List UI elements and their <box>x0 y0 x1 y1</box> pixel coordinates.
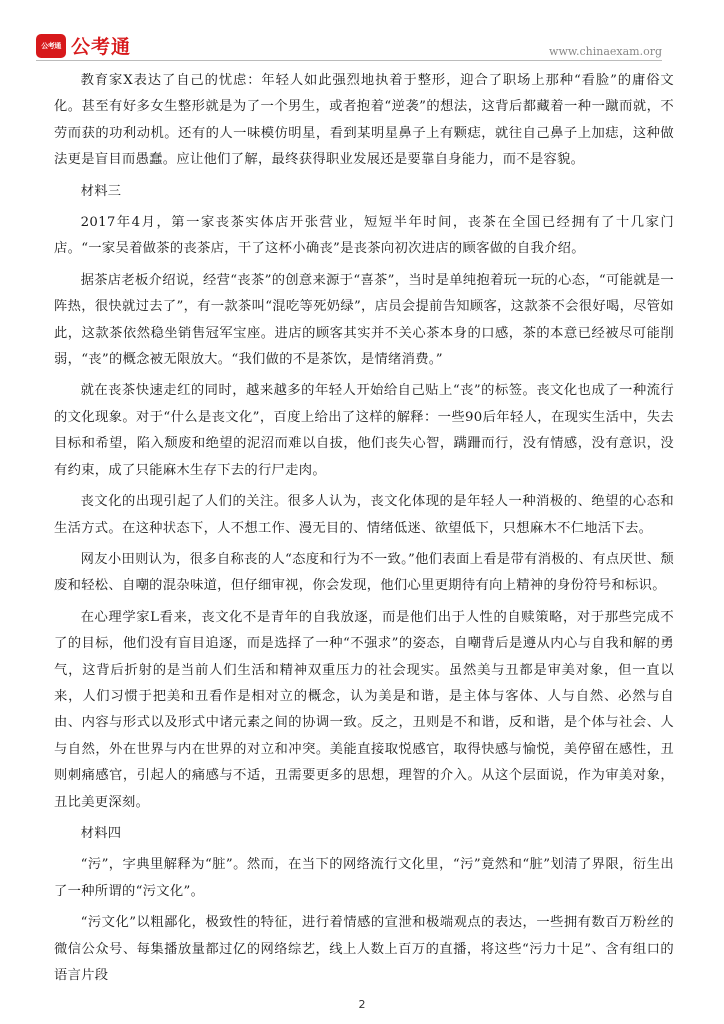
paragraph: 在心理学家L看来，丧文化不是青年的自我放逐，而是他们出于人性的自赎策略，对于那些完成不了的目标，他们没有盲目追逐，而是选择了一种“不强求”的姿态，自嘲背后是遵从内心与自我和解的勇气，这背后折射的是当前人们生活和精神双重压力的社会现实。虽然美与丑都是审美对象，但一直以来，人们习惯于把美和丑看作是相对立的概念，认为美是和谐，是主体与客体、人与自然、必然与自由、内容与形式以及形式中诸元素之间的协调一致。反之，丑则是不和谐，反和谐，是个体与社会、人与自然，外在世界与内在世界的对立和冲突。美能直接取悦感官，取得快感与愉悦，美停留在感性，丑则刺痛感官，引起人的痛感与不适，丑需要更多的思想，理智的介入。从这个层面说，作为审美对象，丑比美更深刻。 <box>54 609 674 810</box>
paragraph: “污”，字典里解释为“脏”。然而，在当下的网络流行文化里，“污”竟然和“脏”划清了界限，衍生出了一种所谓的“污文化”。 <box>54 857 674 899</box>
paragraph: 网友小田则认为，很多自称丧的人“态度和行为不一致。”他们表面上看是带有消极的、有点厌世、颓废和轻松、自嘲的混杂味道，但仔细审视，你会发现，他们心里更期待有向上精神的身份符号和标识。 <box>54 551 674 594</box>
paragraph: 2017年4月，第一家丧茶实体店开张营业，短短半年时间，丧茶在全国已经拥有了十几家门店。“一家吴着做茶的丧茶店，干了这杯小确丧”是丧茶向初次进店的顾客做的自我介绍。 <box>54 215 674 257</box>
paragraph: 丧文化的出现引起了人们的关注。很多人认为，丧文化体现的是年轻人一种消极的、绝望的心态和生活方式。在这种状态下，人不想工作、漫无目的、情绪低迷、欲望低下，只想麻木不仁地活下去。 <box>54 494 674 536</box>
paragraph: 就在丧茶快速走红的同时，越来越多的年轻人开始给自己贴上“丧”的标签。丧文化也成了一种流行的文化现象。对于“什么是丧文化”，百度上给出了这样的解释：一些90后年轻人，在现实生活中，失去目标和希望，陷入颓废和绝望的泥沼而难以自拔，他们丧失心智，蹒跚而行，没有情感，没有意识，没有约束，成了只能麻木生存下去的行尸走肉。 <box>54 383 674 478</box>
page-number: 2 <box>358 998 366 1011</box>
paragraph: 据茶店老板介绍说，经营“丧茶”的创意来源于“喜茶”，当时是单纯抱着玩一玩的心态，“可能就是一阵热，很快就过去了”，有一款茶叫“混吃等死奶绿”，店员会提前告知顾客，这款茶不会很好喝，尽管如此，这款茶依然稳坐销售冠军宝座。进店的顾客其实并不关心茶本身的口感，茶的本意已经被尽可能削弱，“丧”的概念被无限放大。“我们做的不是茶饮，是情绪消费。” <box>54 272 674 368</box>
brand-logo[interactable] <box>36 32 131 59</box>
page-header <box>0 0 724 64</box>
document-body <box>54 68 674 989</box>
section-heading-material-3: 材料三 <box>80 183 122 199</box>
logo-badge-icon: 公考通 <box>36 34 66 58</box>
header-divider <box>36 60 662 61</box>
paragraph: 教育家X表达了自己的忧虑：年轻人如此强烈地执着于整形，迎合了职场上那种“看脸”的庸俗文化。甚至有好多女生整形就是为了一个男生，或者抱着“逆袭”的想法，这背后都藏着一种一蹴而就，不劳而获的功利动机。还有的人一味模仿明星，看到某明星鼻子上有颗痣，就往自己鼻子上加痣，这种做法更是盲目而愚蠢。应让他们了解，最终获得职业发展还是要靠自身能力，而不是容貌。 <box>54 73 674 168</box>
site-url[interactable]: www.chinaexam.org <box>549 45 662 58</box>
paragraph: “污文化”以粗鄙化，极致性的特征，进行着情感的宣泄和极端观点的表达，一些拥有数百万粉丝的微信公众号、每集播放量都过亿的网络综艺，线上人数上百万的直播，将这些“污力十足”、含有组口的语言片段 <box>54 915 674 983</box>
logo-text: 公考通 <box>71 36 132 58</box>
section-heading-material-4: 材料四 <box>80 825 122 841</box>
